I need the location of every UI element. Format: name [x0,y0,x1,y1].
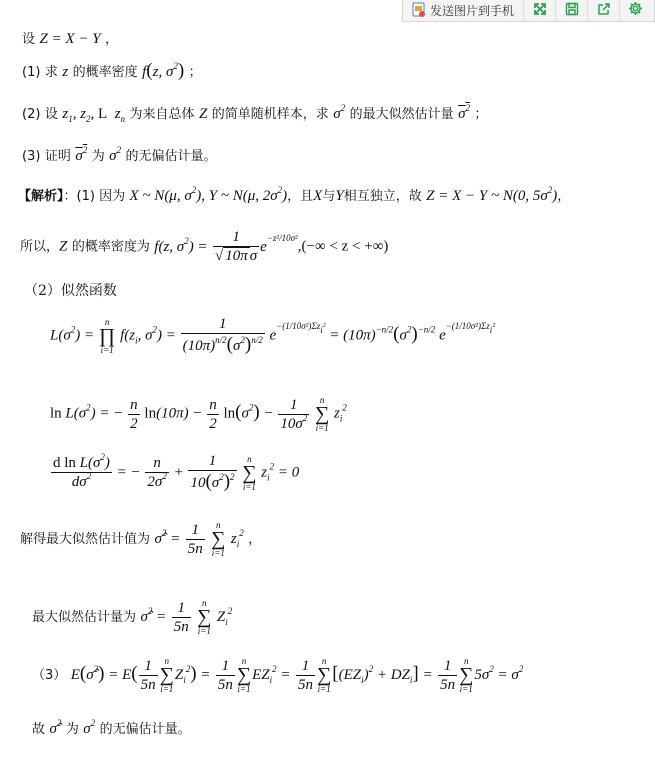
part2-heading: （2）似然函数 [24,283,117,299]
intro-math: Z = X − Y [39,31,101,47]
problem-intro: 设 Z = X − Y ， [22,31,119,47]
share-button[interactable] [588,0,620,21]
conclusion-line: 故 σ̂$^2$ 为 $\sigma^2$ 的无偏估计量。 [32,718,191,737]
part3-equation: （3） E(σ̂$^2$) = E( $\frac{1}{5n}$ n ∑ i=1 $Z_i^2$) = $\frac{1}{5n}$ n ∑ i=1 $EZ_i^2$ = $\frac{1}{5n}$ n ∑ i=1 $[(EZ_i)^2 + DZ_i]$ = $\frac{1}{5n}$ n ∑ i=1 $5\sigma^2 = \sigma^2$ [32,656,524,694]
question-1: (1) 求 z 的概率密度 f(z, $\sigma^2$) ； [22,60,202,81]
log-likelihood-equation: $\ln L(\sigma^2)$ = − $\frac{n}{2}$ ln(10π) − $\frac{n}{2}$ $\ln(\sigma^2)$ − $\frac{1}{10\sigma^2}$ n ∑ i=1 $z_i^2$ [50,395,347,433]
settings-button[interactable] [620,0,651,21]
derivative-equation: $\frac{d \ln L(\sigma^2)}{d\sigma^2}$ = − $\frac{n}{2\sigma^2}$ + $\frac{1}{10(\sigma^2)^2}$ n ∑ i=1 $z_i^2 = 0$ [53,452,300,492]
mle-value-line: 解得最大似然估计值为 σ̂$^2$ = $\frac{1}{5n}$ n ∑ i=1 $z_i^2$ ， [20,520,262,558]
question-3: (3) 证明 $\sigma^2$ 为 $\sigma^2$ 的无偏估计量。 [22,145,217,164]
send-to-phone-label: 发送图片到手机 [429,4,514,18]
send-to-phone-button[interactable] [403,0,524,21]
question-2: (2) 设 $z_1$, $z_2$, L $z_n$ 为来自总体 Z 的简单随机样本，求 $\sigma^2$ 的最大似然估计量 $\sigma^2$ ； [22,103,488,124]
image-toolbar [402,0,655,22]
save-icon [565,2,579,20]
send-image-icon [412,2,426,20]
settings-icon [628,1,643,20]
solution-part1: 【解析】：(1) 因为 X ~ N(μ, $\sigma^2$), Y ~ N(μ, $2\sigma^2$)，且X与Y相互独立，故 Z = X − Y ~ N(0, $5\sigma^2$)， [18,185,571,204]
mle-estimator-line: 最大似然估计量为 σ̂$^2$ = $\frac{1}{5n}$ n ∑ i=1 $Z_i^2$ [32,598,233,636]
solution-heading: 【解析】 [18,189,64,204]
share-icon [597,2,611,20]
expand-icon [533,2,547,20]
expand-button[interactable] [524,0,556,21]
likelihood-equation: $L(\sigma^2)$ = n ∏ i=1 $f(z_i$, $\sigma^2$) = $\frac{1}{(10\pi)^{n/2}(\sigma^2)^{n/2}}$ $e^{-(1/10\sigma^2)\Sigma z_i^2} = (10\pi)^{-n/2}(\sigma^2)^{-n/2}$ $e^{-(1/10\sigma^2)\Sigma z_i^2}$ [50,316,496,355]
save-button[interactable] [556,0,588,21]
density-line: 所以，Z 的概率密度为 f(z, $\sigma^2$) = $\frac{1}{\text{√ 10π σ}}$ $e^{-z^2/10\sigma^2},(-\infty < z$ < +∞) [20,229,389,264]
